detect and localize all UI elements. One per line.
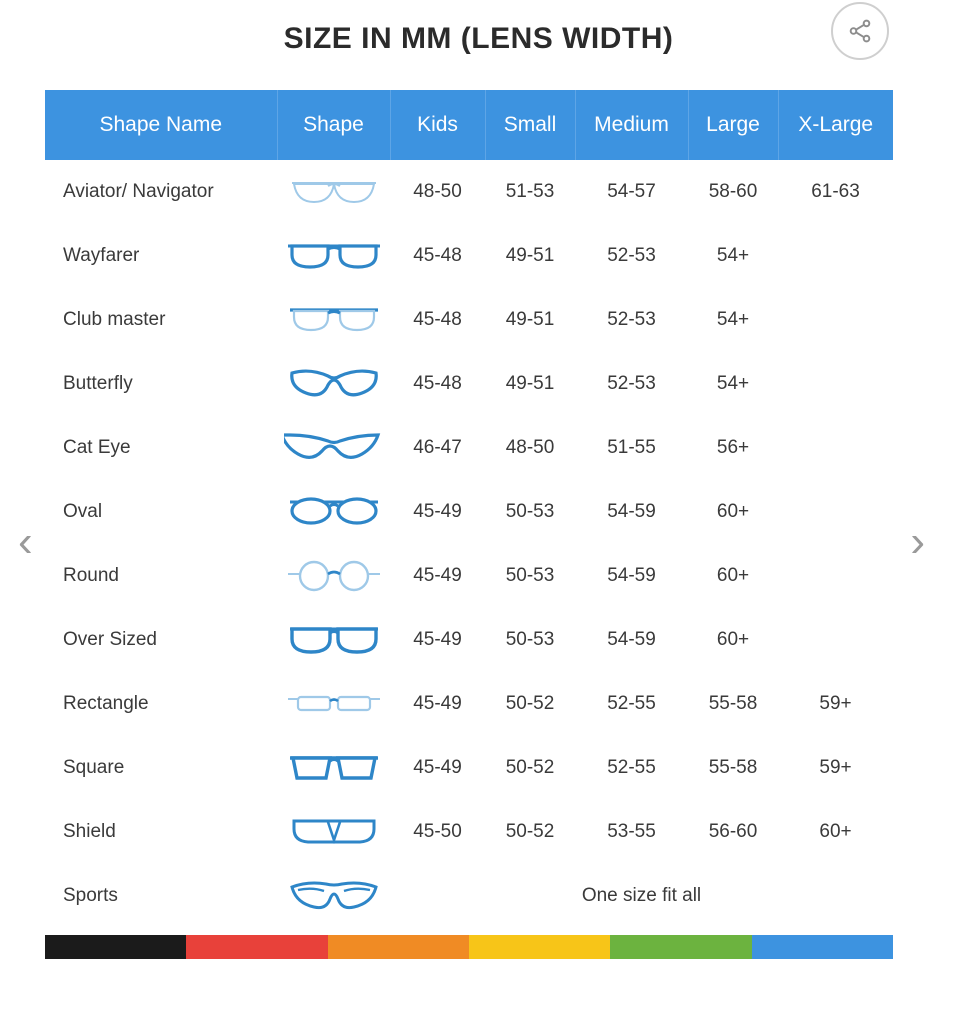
row-large: 54+ [688,352,778,416]
row-medium: 53-55 [575,800,688,864]
row-xlarge [778,608,893,672]
share-icon [847,18,873,44]
prev-arrow[interactable]: ‹ [18,517,33,566]
row-small: 49-51 [485,224,575,288]
table-row [45,800,893,864]
rectangle-glasses-icon [277,672,390,736]
row-medium: 52-53 [575,352,688,416]
row-name: Wayfarer [45,224,277,288]
one-size-note: One size fit all [390,864,893,928]
row-kids: 46-47 [390,416,485,480]
row-medium: 51-55 [575,416,688,480]
color-swatch-yellow [469,935,610,959]
row-xlarge [778,544,893,608]
row-medium: 54-59 [575,544,688,608]
table-row-sports [45,864,893,928]
size-table [45,90,893,928]
col-header-medium: Medium [575,90,688,160]
color-swatch-red [186,935,327,959]
row-name: Round [45,544,277,608]
row-name: Rectangle [45,672,277,736]
table-header [45,90,893,160]
row-xlarge [778,416,893,480]
col-header-kids: Kids [390,90,485,160]
table-row [45,224,893,288]
color-bar [45,935,893,959]
color-swatch-black [45,935,186,959]
row-name: Shield [45,800,277,864]
row-large: 60+ [688,544,778,608]
row-small: 49-51 [485,352,575,416]
row-medium: 52-55 [575,672,688,736]
row-large: 60+ [688,608,778,672]
row-small: 50-52 [485,672,575,736]
row-name: Over Sized [45,608,277,672]
row-large: 58-60 [688,160,778,224]
row-name: Sports [45,864,277,928]
row-kids: 45-50 [390,800,485,864]
row-medium: 52-55 [575,736,688,800]
row-medium: 52-53 [575,288,688,352]
col-header-large: Large [688,90,778,160]
table-row [45,608,893,672]
next-arrow[interactable]: › [910,517,925,566]
row-name: Club master [45,288,277,352]
aviator-glasses-icon [277,160,390,224]
table-row [45,416,893,480]
row-small: 48-50 [485,416,575,480]
row-xlarge: 59+ [778,736,893,800]
share-button[interactable] [831,2,889,60]
row-xlarge: 61-63 [778,160,893,224]
row-name: Aviator/ Navigator [45,160,277,224]
row-name: Oval [45,480,277,544]
oversized-glasses-icon [277,608,390,672]
row-large: 55-58 [688,736,778,800]
row-kids: 45-49 [390,480,485,544]
row-xlarge [778,288,893,352]
color-swatch-orange [328,935,469,959]
row-kids: 45-49 [390,672,485,736]
row-small: 50-53 [485,608,575,672]
row-kids: 48-50 [390,160,485,224]
page-title: SIZE IN MM (LENS WIDTH) [283,22,674,55]
round-glasses-icon [277,544,390,608]
row-kids: 45-48 [390,288,485,352]
square-glasses-icon [277,736,390,800]
row-kids: 45-49 [390,544,485,608]
row-large: 56+ [688,416,778,480]
table-header-row [45,90,893,160]
table-body [45,160,893,928]
row-medium: 54-57 [575,160,688,224]
table-row [45,736,893,800]
row-medium: 54-59 [575,608,688,672]
col-header-xlarge: X-Large [778,90,893,160]
row-xlarge [778,352,893,416]
col-header-small: Small [485,90,575,160]
row-small: 50-52 [485,800,575,864]
color-swatch-green [610,935,751,959]
row-kids: 45-48 [390,224,485,288]
table-row [45,672,893,736]
table-row [45,352,893,416]
row-xlarge [778,224,893,288]
color-swatch-blue [752,935,893,959]
row-large: 54+ [688,224,778,288]
row-kids: 45-49 [390,608,485,672]
row-name: Cat Eye [45,416,277,480]
oval-glasses-icon [277,480,390,544]
row-large: 60+ [688,480,778,544]
row-kids: 45-49 [390,736,485,800]
row-kids: 45-48 [390,352,485,416]
row-small: 50-52 [485,736,575,800]
col-header-shape: Shape [277,90,390,160]
row-small: 51-53 [485,160,575,224]
table-row [45,480,893,544]
row-small: 50-53 [485,480,575,544]
row-small: 50-53 [485,544,575,608]
butterfly-glasses-icon [277,352,390,416]
wayfarer-glasses-icon [277,224,390,288]
row-xlarge [778,480,893,544]
cateye-glasses-icon [277,416,390,480]
row-large: 56-60 [688,800,778,864]
row-name: Butterfly [45,352,277,416]
table-row [45,544,893,608]
row-large: 55-58 [688,672,778,736]
row-medium: 52-53 [575,224,688,288]
row-xlarge: 60+ [778,800,893,864]
table-row [45,288,893,352]
page-header [0,0,957,88]
row-xlarge: 59+ [778,672,893,736]
row-large: 54+ [688,288,778,352]
clubmaster-glasses-icon [277,288,390,352]
col-header-shape-name: Shape Name [45,90,277,160]
row-medium: 54-59 [575,480,688,544]
shield-glasses-icon [277,800,390,864]
size-table-wrapper [45,90,893,928]
table-row [45,160,893,224]
sports-glasses-icon [277,864,390,928]
row-small: 49-51 [485,288,575,352]
row-name: Square [45,736,277,800]
